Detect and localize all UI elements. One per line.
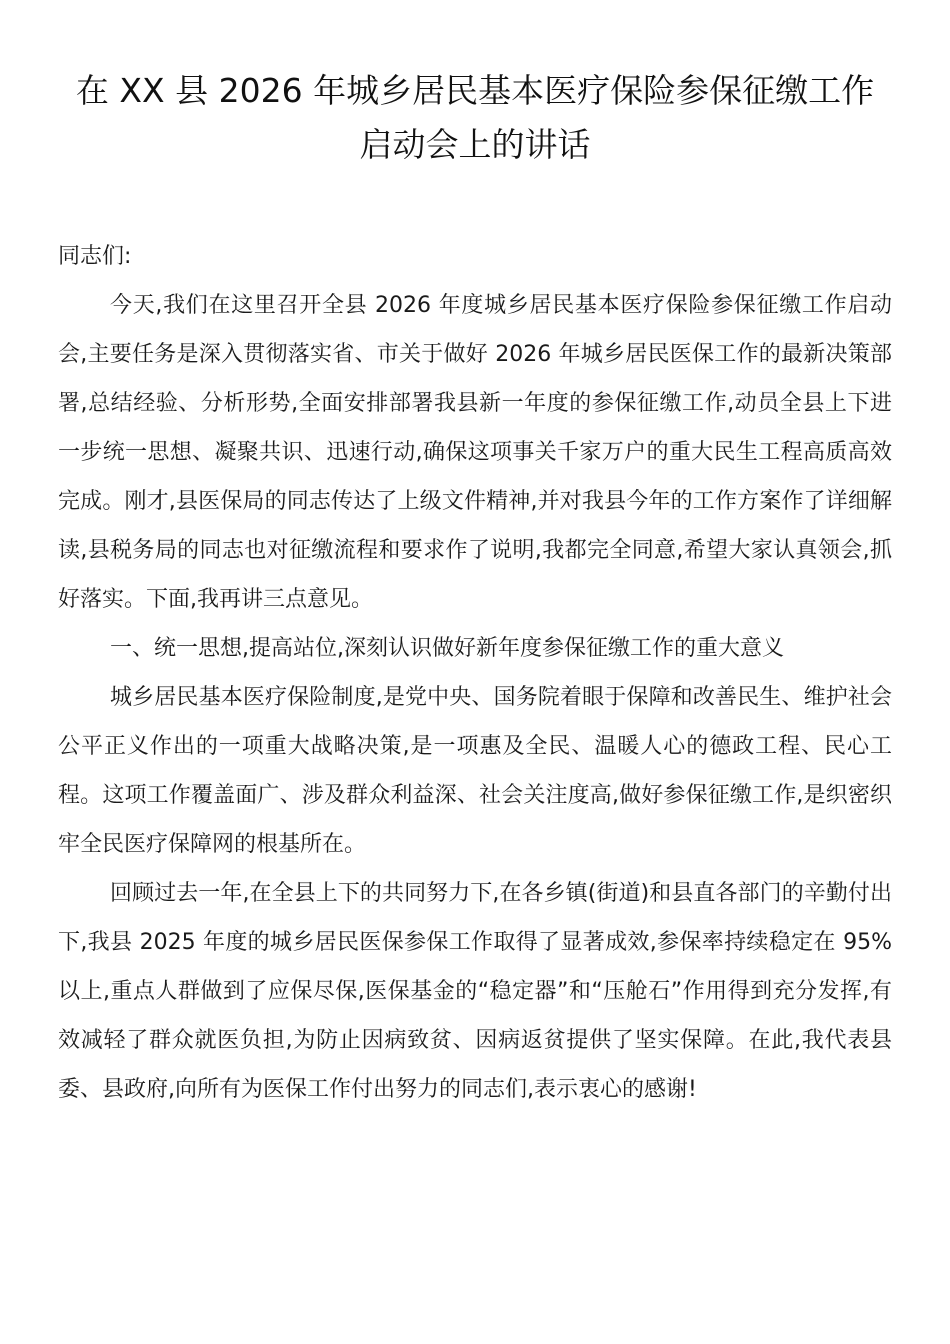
- salutation: 同志们:: [58, 244, 132, 269]
- document-title: [58, 64, 892, 172]
- document-page: [58, 64, 892, 1114]
- section-1-heading: 一、统一思想,提高站位,深刻认识做好新年度参保征缴工作的重大意义: [110, 636, 784, 661]
- opening-paragraph: 今天,我们在这里召开全县 2026 年度城乡居民基本医疗保险参保征缴工作启动会,主要任务是深入贯彻落实省、市关于做好 2026 年城乡居民医保工作的最新决策部署,总结经验、分析形势,全面安排部署我县新一年度的参保征缴工作,动员全县上下进一步统一思想、凝聚共识、迅速行动,确保这项事关千家万户的重大民生工程高质高效完成。刚才,县医保局的同志传达了上级文件精神,并对我县今年的工作方案作了详细解读,县税务局的同志也对征缴流程和要求作了说明,我都完全同意,希望大家认真领会,抓好落实。下面,我再讲三点意见。: [58, 293, 892, 612]
- title-line-2: 启动会上的讲话: [359, 125, 591, 164]
- title-line-1: 在 XX 县 2026 年城乡居民基本医疗保险参保征缴工作: [75, 71, 875, 110]
- section-1-paragraph-1: 城乡居民基本医疗保险制度,是党中央、国务院着眼于保障和改善民生、维护社会公平正义作出的一项重大战略决策,是一项惠及全民、温暖人心的德政工程、民心工程。这项工作覆盖面广、涉及群众利益深、社会关注度高,做好参保征缴工作,是织密织牢全民医疗保障网的根基所在。: [58, 685, 892, 857]
- section-1-paragraph-2: 回顾过去一年,在全县上下的共同努力下,在各乡镇(街道)和县直各部门的辛勤付出下,我县 2025 年度的城乡居民医保参保工作取得了显著成效,参保率持续稳定在 95%以上,重点人群做到了应保尽保,医保基金的“稳定器”和“压舱石”作用得到充分发挥,有效减轻了群众就医负担,为防止因病致贫、因病返贫提供了坚实保障。在此,我代表县委、县政府,向所有为医保工作付出努力的同志们,表示衷心的感谢!: [58, 881, 892, 1102]
